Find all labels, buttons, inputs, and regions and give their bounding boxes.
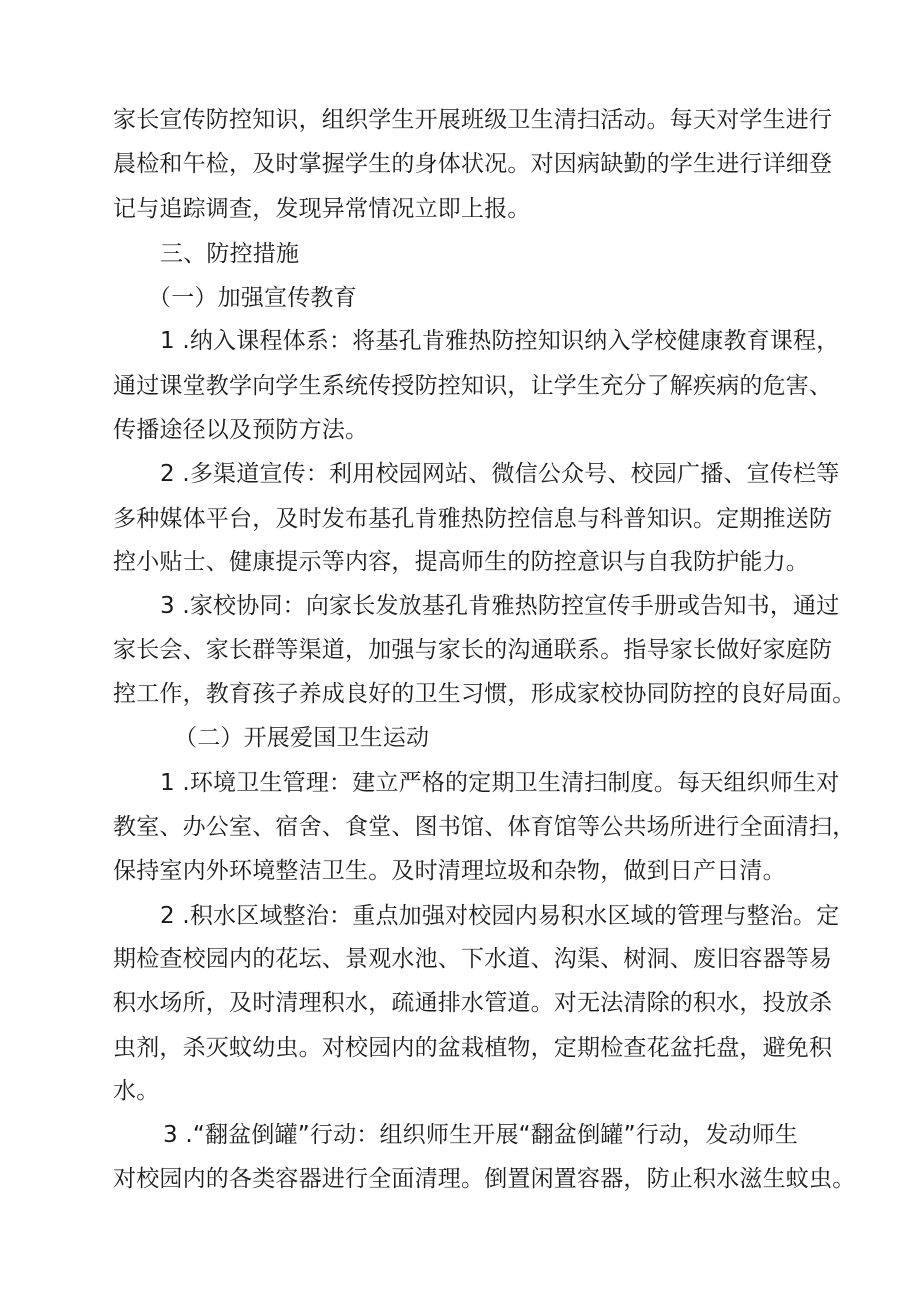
paragraph-line: 控工作，教育孩子养成良好的卫生习惯，形成家校协同防控的良好局面。 (113, 681, 856, 707)
paragraph-line: 3 .家校协同：向家长发放基孔肯雅热防控宣传手册或告知书，通过 (160, 593, 840, 619)
paragraph-line: 2 .积水区域整治：重点加强对校园内易积水区域的管理与整治。定 (160, 903, 840, 929)
subsection-heading: （一）加强宣传教育 (148, 285, 357, 311)
paragraph-line: 保持室内外环境整洁卫生。及时清理垃圾和杂物，做到日产日清。 (113, 858, 786, 884)
subsection-heading: （二）开展爱国卫生运动 (174, 725, 430, 751)
paragraph-line: 传播途径以及预防方法。 (113, 417, 369, 443)
paragraph-line: 1 .纳入课程体系：将基孔肯雅热防控知识纳入学校健康教育课程， (160, 328, 840, 354)
paragraph-line: 多种媒体平台，及时发布基孔肯雅热防控信息与科普知识。定期推送防 (113, 506, 833, 532)
paragraph-line: 对校园内的各类容器进行全面清理。倒置闲置容器，防止积水滋生蚊虫。 (113, 1166, 856, 1192)
paragraph-line: 记与追踪调查，发现异常情况立即上报。 (113, 196, 531, 222)
paragraph-line: 积水场所，及时清理积水，疏通排水管道。对无法清除的积水，投放杀 (113, 990, 833, 1016)
paragraph-line: 期检查校园内的花坛、景观水池、下水道、沟渠、树洞、废旧容器等易 (113, 946, 833, 972)
paragraph-line: 水。 (113, 1078, 160, 1104)
paragraph-line: 2 .多渠道宣传：利用校园网站、微信公众号、校园广播、宣传栏等 (160, 461, 840, 487)
paragraph-line: 家长会、家长群等渠道，加强与家长的沟通联系。指导家长做好家庭防 (113, 637, 833, 663)
paragraph-line: 晨检和午检，及时掌握学生的身体状况。对因病缺勤的学生进行详细登 (113, 151, 833, 177)
paragraph-line: 1 .环境卫生管理：建立严格的定期卫生清扫制度。每天组织师生对 (160, 770, 840, 796)
section-heading: 三、防控措施 (160, 241, 300, 267)
paragraph-line: 虫剂，杀灭蚊幼虫。对校园内的盆栽植物，定期检查花盆托盘，避免积 (113, 1035, 833, 1061)
paragraph-line: 通过课堂教学向学生系统传授防控知识，让学生充分了解疾病的危害、 (113, 373, 833, 399)
paragraph-line: 教室、办公室、宿舍、食堂、图书馆、体育馆等公共场所进行全面清扫， (113, 814, 856, 840)
paragraph-line: 家长宣传防控知识，组织学生开展班级卫生清扫活动。每天对学生进行 (113, 107, 833, 133)
paragraph-line: 控小贴士、健康提示等内容，提高师生的防控意识与自我防护能力。 (113, 549, 809, 575)
paragraph-line: 3 .“翻盆倒罐”行动：组织师生开展“翻盆倒罐”行动，发动师生 (163, 1122, 799, 1148)
